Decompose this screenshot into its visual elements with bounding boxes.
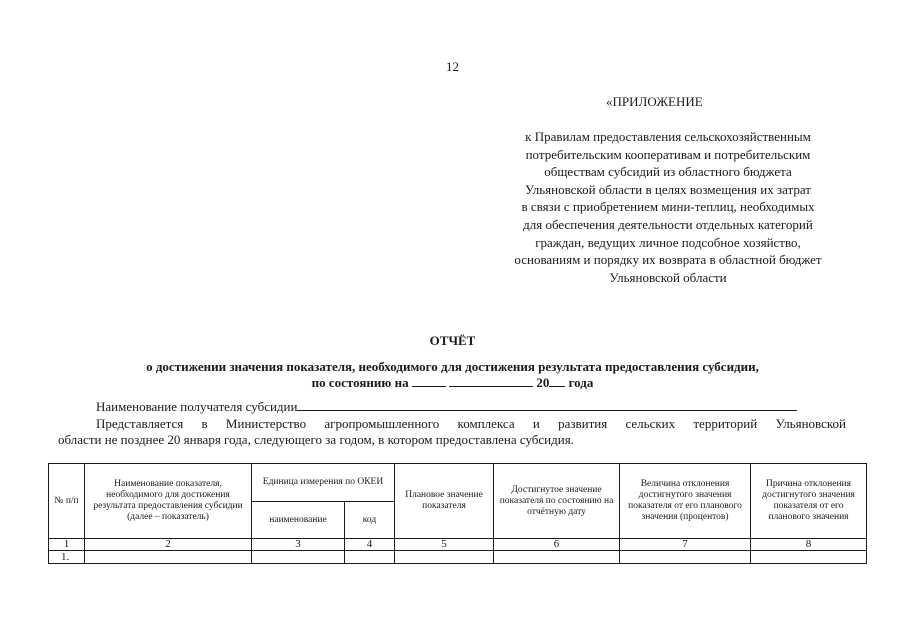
report-date-prefix: по состоянию на [311,375,409,390]
header-okei: Единица измерения по ОКЕИ [252,464,395,502]
achieved-cell[interactable] [494,551,620,564]
page-number: 12 [446,59,459,74]
year-prefix: 20 [536,375,550,390]
intro-line: области не позднее 20 января года, следующего за годом, в котором предоставлена субсидия. [58,432,574,447]
deviation-cell[interactable] [620,551,751,564]
header-reason: Причина отклонения достигнутого значения показателя от его планового значения [751,464,867,539]
report-date-line [0,374,905,391]
header-planned: Плановое значение показателя [395,464,494,539]
recipient-name-field[interactable] [297,398,797,411]
header-num: № п/п [49,464,85,539]
column-number: 1 [49,539,85,551]
intro-paragraph [58,416,846,448]
appendix-subtitle-line: Ульяновской области в целях возмещения их затрат [525,181,811,197]
month-blank[interactable] [449,374,533,387]
indicator-cell[interactable] [85,551,252,564]
appendix-subtitle-line: основаниям и порядку их возврата в областной бюджет [514,252,822,268]
column-number: 7 [620,539,751,551]
row-num: 1. [49,551,85,564]
report-subtitle: о достижении значения показателя, необходимого для достижения результата предоставления субсидии, [146,359,759,374]
planned-cell[interactable] [395,551,494,564]
recipient-line [96,398,797,415]
intro-line: Представляется в Министерство агропромышленного комплекса и развития сельских территорий Ульяновской [96,416,846,431]
appendix-title: «ПРИЛОЖЕНИЕ [606,94,703,109]
year-blank[interactable] [549,374,565,387]
header-achieved: Достигнутое значение показателя по состоянию на отчётную дату [494,464,620,539]
appendix-subtitle-line: потребительским кооперативам и потребительским [525,146,811,162]
appendix-subtitle-line: в связи с приобретением мини-теплиц, необходимых [521,199,815,215]
column-number: 3 [252,539,345,551]
column-numbers-row [49,539,867,551]
header-okei-name: наименование [252,502,345,539]
report-title: ОТЧЁТ [429,333,476,348]
report-date-suffix: года [568,375,594,390]
recipient-label: Наименование получателя субсидии [96,399,298,414]
reason-cell[interactable] [751,551,867,564]
appendix-subtitle [468,128,868,286]
appendix-subtitle-line: Ульяновской области [609,269,727,285]
column-number: 8 [751,539,867,551]
table-row [49,551,867,564]
okei-name-cell[interactable] [252,551,345,564]
column-number: 4 [345,539,395,551]
header-okei-code: код [345,502,395,539]
header-deviation: Величина отклонения достигнутого значения показателя от его планового значения (процентов) [620,464,751,539]
header-indicator: Наименование показателя, необходимого для достижения результата предоставления субсидии (далее – показатель) [85,464,252,539]
column-number: 2 [85,539,252,551]
okei-code-cell[interactable] [345,551,395,564]
column-number: 6 [494,539,620,551]
appendix-subtitle-line: обществам субсидий из областного бюджета [544,164,792,180]
report-table [48,463,867,564]
appendix-subtitle-line: к Правилам предоставления сельскохозяйственным [525,129,811,144]
appendix-subtitle-line: для обеспечения деятельности отдельных категорий [523,216,813,232]
column-number: 5 [395,539,494,551]
appendix-subtitle-line: граждан, ведущих личное подсобное хозяйство, [535,234,801,250]
day-blank[interactable] [412,374,446,387]
